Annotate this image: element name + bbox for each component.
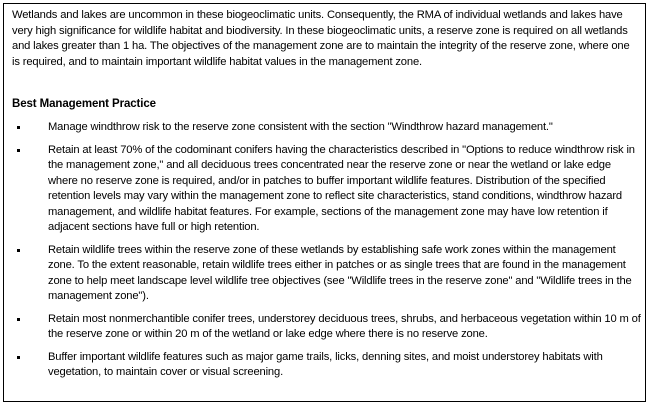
bullet-icon (17, 149, 20, 152)
bullet-icon (17, 126, 20, 129)
list-item (12, 143, 642, 236)
bullet-icon (17, 318, 20, 321)
intro-paragraph: Wetlands and lakes are uncommon in these biogeoclimatic units. Consequently, the RMA of individual wetlands and lakes have very high significance for wildlife habitat and biodiversity. In these biogeoclimatic units, a reserve zone is required on all wetlands and lakes greater than 1 ha. The objectives of the management zone are to maintain the integrity of the reserve zone, where one is required, and to maintain important wildlife habitat values in the management zone. (12, 9, 630, 68)
practice-list (12, 120, 642, 388)
practice-text: Retain wildlife trees within the reserve zone of these wetlands by establishing safe work zones within the management zone. To the extent reasonable, retain wildlife trees either in patches or as single trees that are found in the management zone to help meet landscape level wildlife tree objectives (see "Wildlife trees in the reserve zone" and "Wildlife trees in the management zone"). (48, 243, 632, 302)
practice-text: Retain most nonmerchantible conifer trees, understorey deciduous trees, shrubs, and herbaceous vegetation within 10 m of the reserve zone or within 20 m of the wetland or lake edge where there is no reserve zone. (48, 312, 641, 340)
list-item (12, 120, 642, 136)
practice-text: Retain at least 70% of the codominant conifers having the characteristics described in "Options to reduce windthrow risk in the management zone," and all deciduous trees concentrated near the reserve zone or near the wetland or lake edge where no reserve zone is required, and/or in patches to buffer important wildlife features. Distribution of the specified retention levels may vary within the management zone to reflect site characteristics, stand conditions, windthrow hazard management, and wildlife habitat features. For example, sections of the management zone may have low retention if adjacent sections have full or high retention. (48, 143, 635, 233)
practice-text: Manage windthrow risk to the reserve zone consistent with the section "Windthrow hazard management." (48, 121, 553, 133)
section-heading: Best Management Practice (12, 98, 156, 110)
bullet-icon (17, 249, 20, 252)
list-item (12, 350, 642, 381)
list-item (12, 243, 642, 305)
practice-text: Buffer important wildlife features such as major game trails, licks, denning sites, and moist understorey habitats with vegetation, to maintain cover or visual screening. (48, 350, 603, 378)
list-item (12, 312, 642, 343)
bullet-icon (17, 356, 20, 359)
